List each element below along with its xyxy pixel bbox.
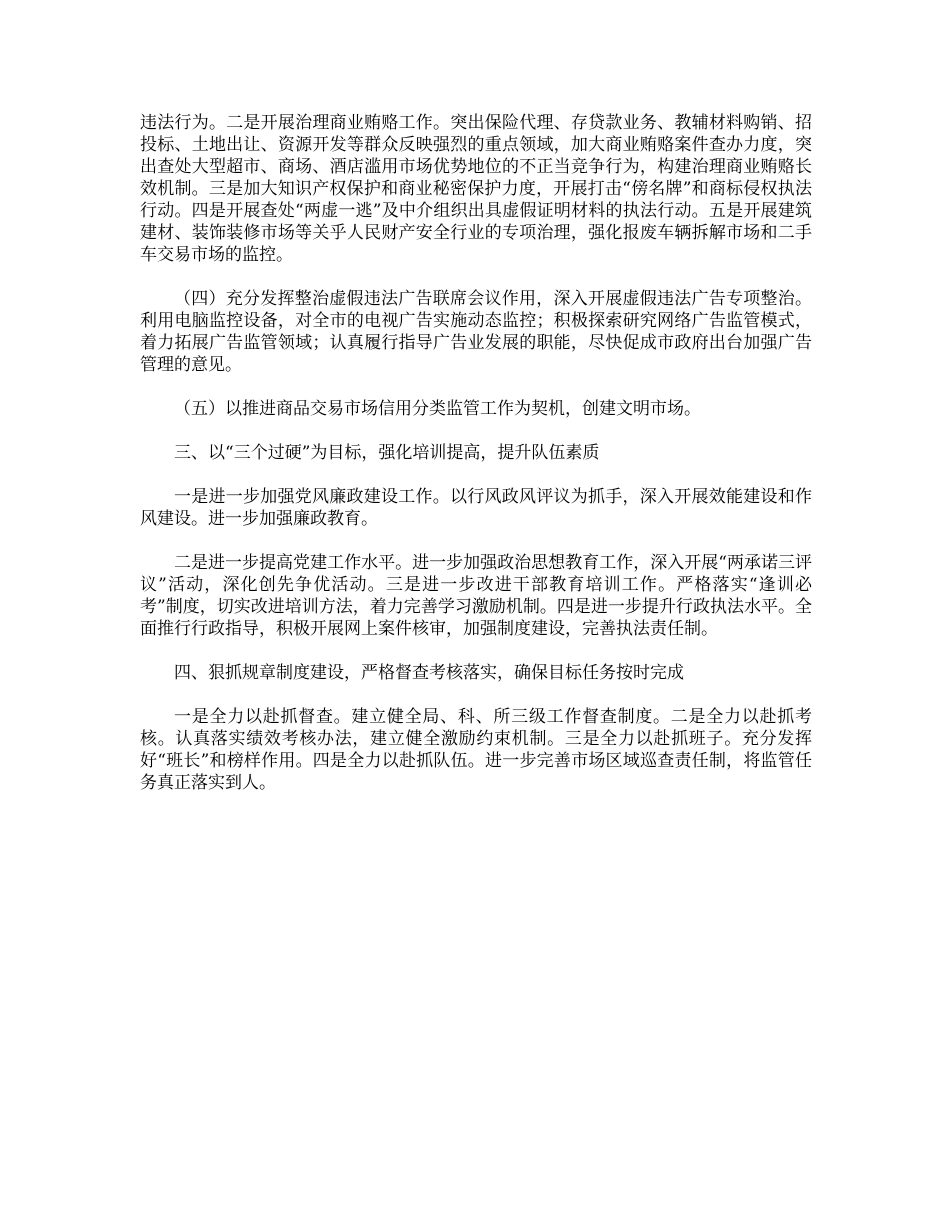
paragraph-advertising-rectification: （四）充分发挥整治虚假违法广告联席会议作用，深入开展虚假违法广告专项整治。利用电脑监控设备，对全市的电视广告实施动态监控；积极探索研究网络广告监管模式，着力拓展广告监管领域；认真履行指导广告业发展的职能，尽快促成市政府出台加强广告管理的意见。 xyxy=(140,289,812,375)
section-heading-four: 四、狠抓规章制度建设，严格督查考核落实，确保目标任务按时完成 xyxy=(174,663,684,683)
section-heading-three: 三、以“三个过硬”为目标，强化培训提高，提升队伍素质 xyxy=(174,443,600,463)
document-body xyxy=(140,112,812,816)
paragraph-civilized-market: （五）以推进商品交易市场信用分类监管工作为契机，创建文明市场。 xyxy=(174,399,701,419)
paragraph-supervision: 一是全力以赴抓督查。建立健全局、科、所三级工作督查制度。二是全力以赴抓考核。认真落实绩效考核办法，建立健全激励约束机制。三是全力以赴抓班子。充分发挥好“班长”和榜样作用。四是全力以赴抓队伍。进一步完善市场区域巡查责任制，将监管任务真正落实到人。 xyxy=(140,707,812,793)
paragraph-continuation: 违法行为。二是开展治理商业贿赂工作。突出保险代理、存贷款业务、教辅材料购销、招投标、土地出让、资源开发等群众反映强烈的重点领域，加大商业贿赂案件查办力度，突出查处大型超市、商场、酒店滥用市场优势地位的不正当竞争行为，构建治理商业贿赂长效机制。三是加大知识产权保护和商业秘密保护力度，开展打击“傍名牌”和商标侵权执法行动。四是开展查处“两虚一逃”及中介组织出具虚假证明材料的执法行动。五是开展建筑建材、装饰装修市场等关乎人民财产安全行业的专项治理，强化报废车辆拆解市场和二手车交易市场的监控。 xyxy=(140,113,812,265)
paragraph-party-building: 二是进一步提高党建工作水平。进一步加强政治思想教育工作，深入开展“两承诺三评议”活动，深化创先争优活动。三是进一步改进干部教育培训工作。严格落实“逢训必考”制度，切实改进培训方法，着力完善学习激励机制。四是进一步提升行政执法水平。全面推行行政指导，积极开展网上案件核审，加强制度建设，完善执法责任制。 xyxy=(140,553,812,639)
paragraph-party-conduct: 一是进一步加强党风廉政建设工作。以行风政风评议为抓手，深入开展效能建设和作风建设。进一步加强廉政教育。 xyxy=(140,487,812,529)
